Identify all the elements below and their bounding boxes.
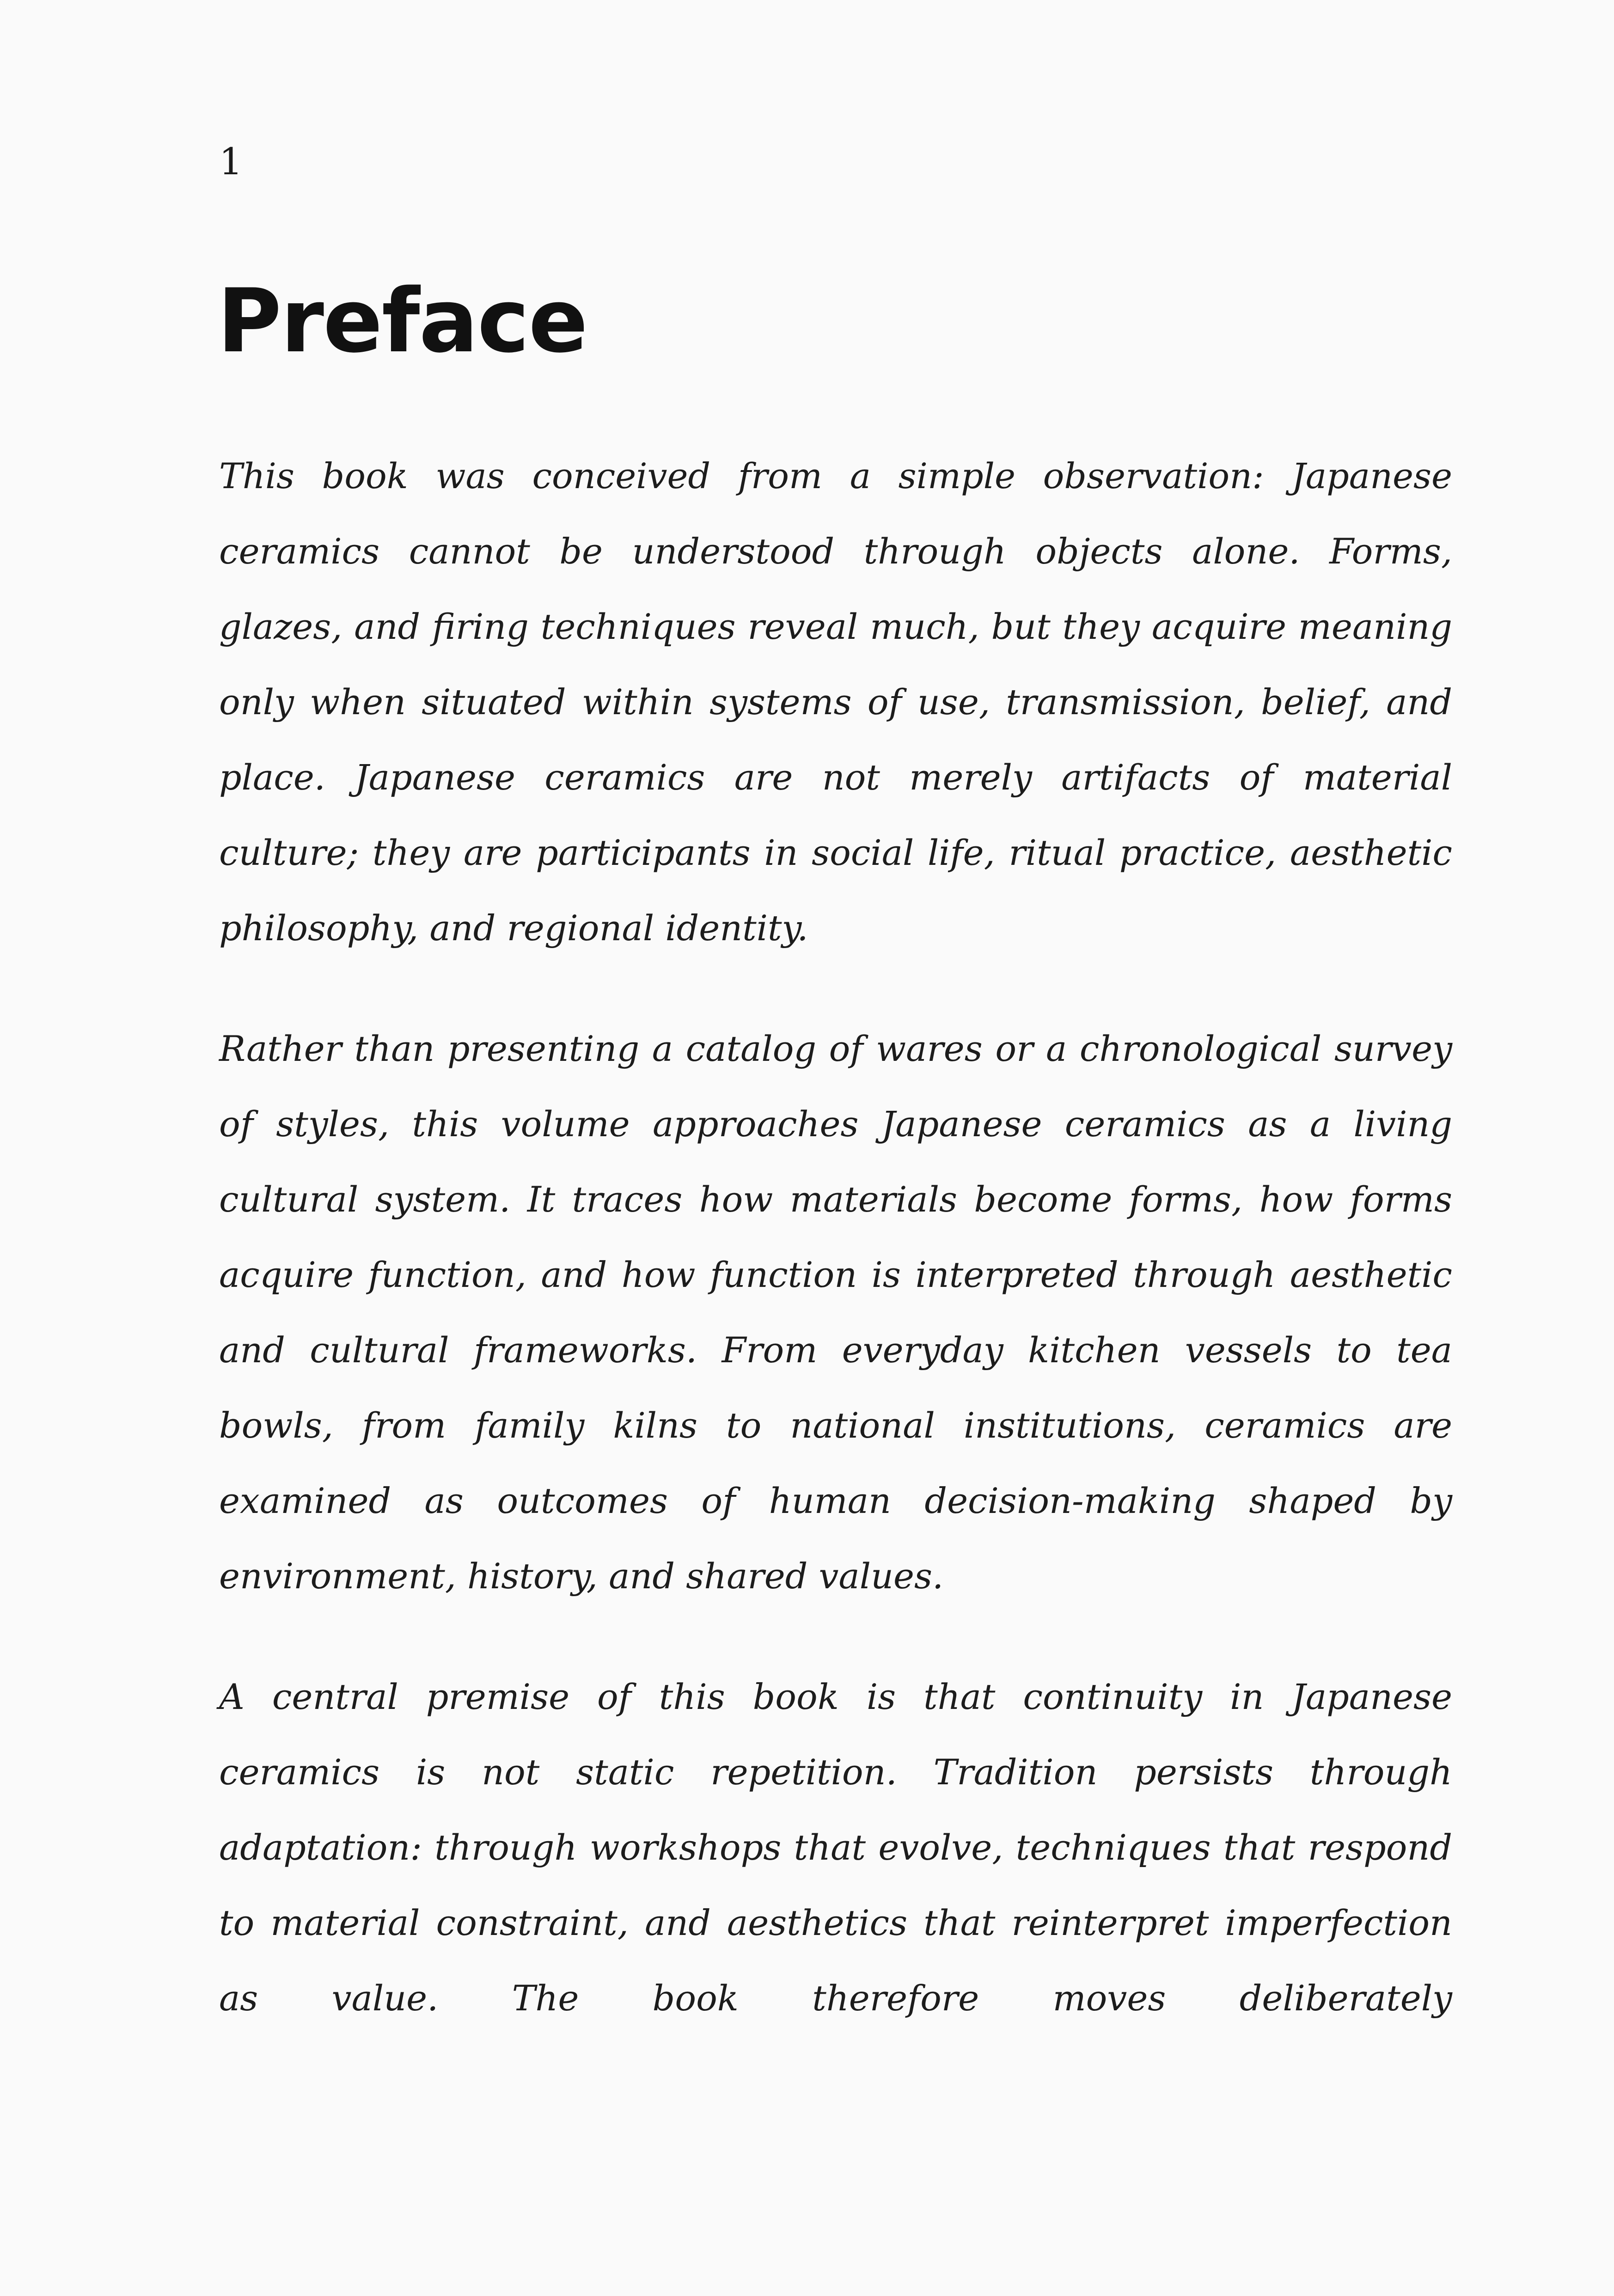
chapter-title: Preface <box>217 270 587 372</box>
paragraph-2: Rather than presenting a catalog of wares or a chronological survey of styles, this volume approaches Japanese ceramics as a living cultural system. It traces how materials become forms, how forms acquire function, and how function is interpreted through aesthetic and cultural frameworks. From everyday kitchen vessels to tea bowls, from family kilns to national institutions, ceramics are examined as outcomes of human decision-making shaped by environment, history, and shared values. <box>219 1028 1452 1597</box>
page-number: 1 <box>219 140 243 183</box>
body-text <box>219 438 1452 2081</box>
paragraph-1: This book was conceived from a simple observation: Japanese ceramics cannot be understood through objects alone. Forms, glazes, and firing techniques reveal much, but they acquire meaning only when situated within systems of use, transmission, belief, and place. Japanese ceramics are not merely artifacts of material culture; they are participants in social life, ritual practice, aesthetic philosophy, and regional identity. <box>219 455 1452 949</box>
paragraph-3: A central premise of this book is that continuity in Japanese ceramics is not static repetition. Tradition persists through adaptation: through workshops that evolve, techniques that respond to material constraint, and aesthetics that reinterpret imperfection as value. The book therefore moves deliberately <box>219 1676 1452 2019</box>
